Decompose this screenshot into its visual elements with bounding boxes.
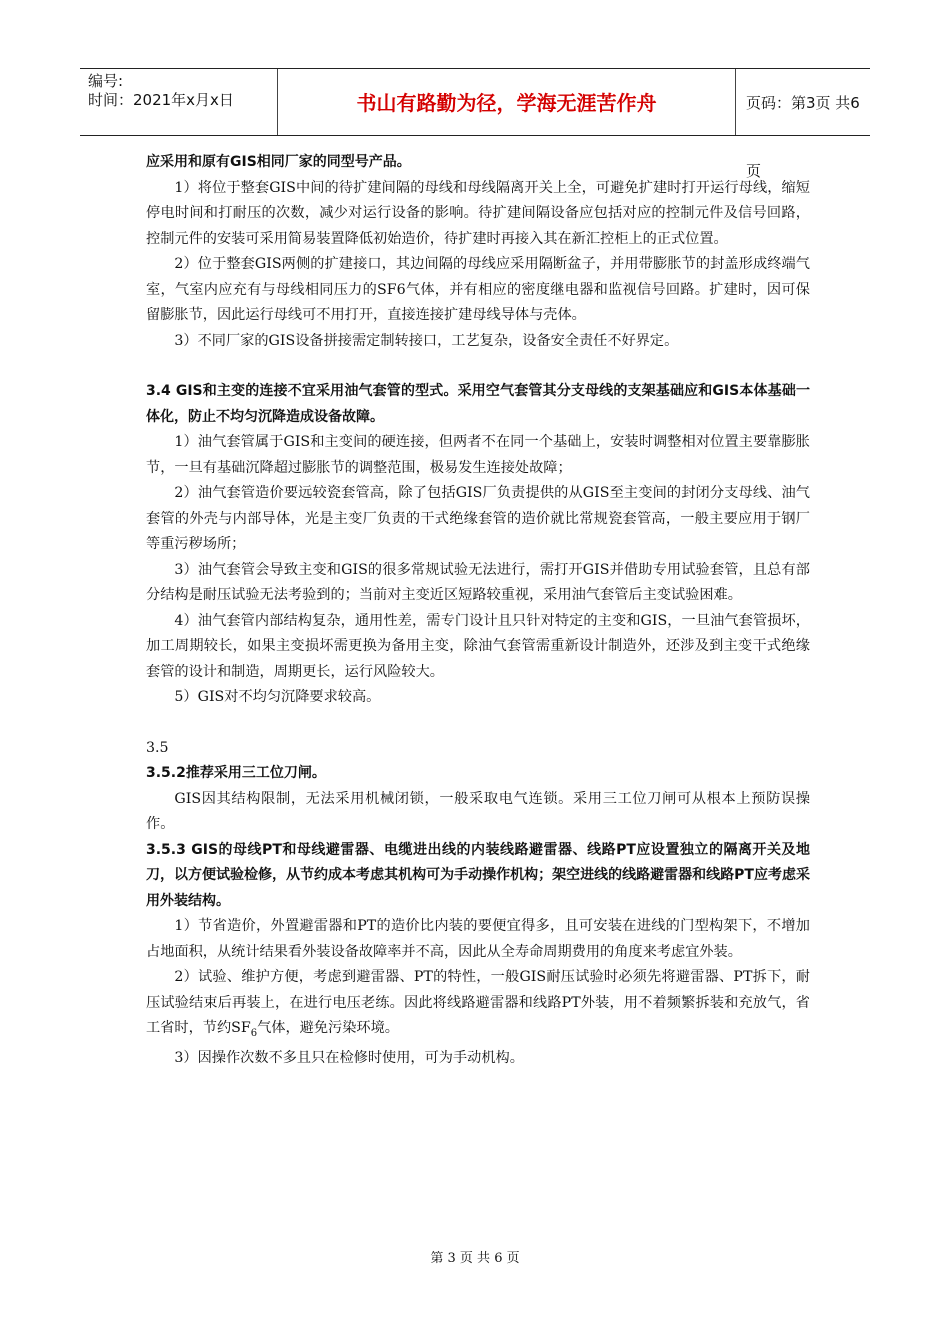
page-footer: 第 3 页 共 6 页 bbox=[430, 1251, 520, 1266]
section-3-4-item-2: 2）油气套管造价要远较瓷套管高，除了包括GIS厂负责提供的从GIS至主变间的封闭分支母线、油气套管的外壳与内部导体，光是主变厂负责的干式绝缘套管的造价就比常规瓷套管高，一般主要应用于钢厂等重污秽场所； bbox=[146, 485, 810, 552]
section-3-5-2-paragraph: GIS因其结构限制，无法采用机械闭锁，一般采取电气连锁。采用三工位刀闸可从根本上预防误操作。 bbox=[146, 790, 810, 832]
section-3-4-item-1: 1）油气套管属于GIS和主变间的硬连接，但两者不在同一个基础上，安装时调整相对位置主要靠膨胀节，一旦有基础沉降超过膨胀节的调整范围，极易发生连接处故障； bbox=[146, 434, 810, 476]
section-3-4-item-3: 3）油气套管会导致主变和GIS的很多常规试验无法进行，需打开GIS并借助专用试验套管，且总有部分结构是耐压试验无法考验到的；当前对主变近区短路较重视，采用油气套管后主变试验困难。 bbox=[146, 561, 810, 603]
section-3-5-heading: 3.5 bbox=[146, 739, 169, 756]
paragraph-1: 1）将位于整套GIS中间的待扩建间隔的母线和母线隔离开关上全，可避免扩建时打开运行母线，缩短停电时间和打耐压的次数，减少对运行设备的影响。待扩建间隔设备应包括对应的控制元件及信号回路，控制元件的安装可采用简易装置降低初始造价，待扩建时再接入其在新汇控柜上的正式位置。 bbox=[146, 179, 810, 247]
number-label: 编号: bbox=[88, 72, 124, 90]
section-3-5-3-item-3: 3）因操作次数不多且只在检修时使用，可为手动机构。 bbox=[174, 1050, 524, 1067]
section-3-5-2-heading: 3.5.2推荐采用三工位刀闸。 bbox=[146, 765, 326, 781]
paragraph-3: 3）不同厂家的GIS设备拼接需定制转接口，工艺复杂，设备安全责任不好界定。 bbox=[174, 332, 679, 349]
paragraph-2: 2）位于整套GIS两侧的扩建接口，其边间隔的母线应采用隔断盆子，并用带膨胀节的封盖形成终端气室，气室内应充有与母线相同压力的SF6气体，并有相应的密度继电器和监视信号回路。扩建时，因可保留膨胀节，因此运行母线可不用打开，直接连接扩建母线导体与壳体。 bbox=[146, 256, 810, 323]
header-motto: 书山有路勤为径，学海无涯苦作舟 bbox=[278, 69, 736, 135]
document-body bbox=[146, 150, 810, 1072]
section-3-5-3-item-2 bbox=[146, 965, 810, 1046]
section-3-4-heading: 3.4 GIS和主变的连接不宜采用油气套管的型式。采用空气套管其分支母线的支架基础应和GIS本体基础一体化，防止不均匀沉降造成设备故障。 bbox=[146, 383, 810, 425]
section-3-5-3-item-1: 1）节省造价，外置避雷器和PT的造价比内装的要便宜得多，且可安装在进线的门型构架下，不增加占地面积，从统计结果看外装设备故障率并不高，因此从全寿命周期费用的角度来考虑宜外装。 bbox=[146, 918, 810, 960]
header-meta bbox=[80, 69, 278, 135]
time-label: 时间：2021年x月x日 bbox=[88, 91, 234, 109]
section-3-4-item-5: 5）GIS对不均匀沉降要求较高。 bbox=[174, 689, 381, 705]
header-page-label: 页码：第3页 共6页 bbox=[746, 94, 860, 180]
section-3-4-item-4: 4）油气套管内部结构复杂，通用性差，需专门设计且只针对特定的主变和GIS，一旦油气套管损坏，加工周期较长，如果主变损坏需更换为备用主变，除油气套管需重新设计制造外，还涉及到主变干式绝缘套管的设计和制造，周期更长，运行风险较大。 bbox=[146, 612, 810, 680]
sf6-subscript: 6 bbox=[250, 1027, 258, 1039]
item-2-text-b: 气体，避免污染环境。 bbox=[257, 1020, 399, 1036]
section-3-5-3-heading: 3.5.3 GIS的母线PT和母线避雷器、电缆进出线的内装线路避雷器、线路PT应设置独立的隔离开关及地刀，以方便试验检修，从节约成本考虑其机构可为手动操作机构；架空进线的线路避雷器和线路PT应考虑采用外装结构。 bbox=[146, 841, 810, 909]
item-2-text-a: 2）试验、维护方便，考虑到避雷器、PT的特性，一般GIS耐压试验时必须先将避雷器、PT拆下，耐压试验结束后再装上，在进行电压老练。因此将线路避雷器和线路PT外装，用不着频繁拆装和充放气，省工省时，节约SF bbox=[146, 969, 810, 1036]
lead-paragraph: 应采用和原有GIS相同厂家的同型号产品。 bbox=[146, 154, 411, 170]
